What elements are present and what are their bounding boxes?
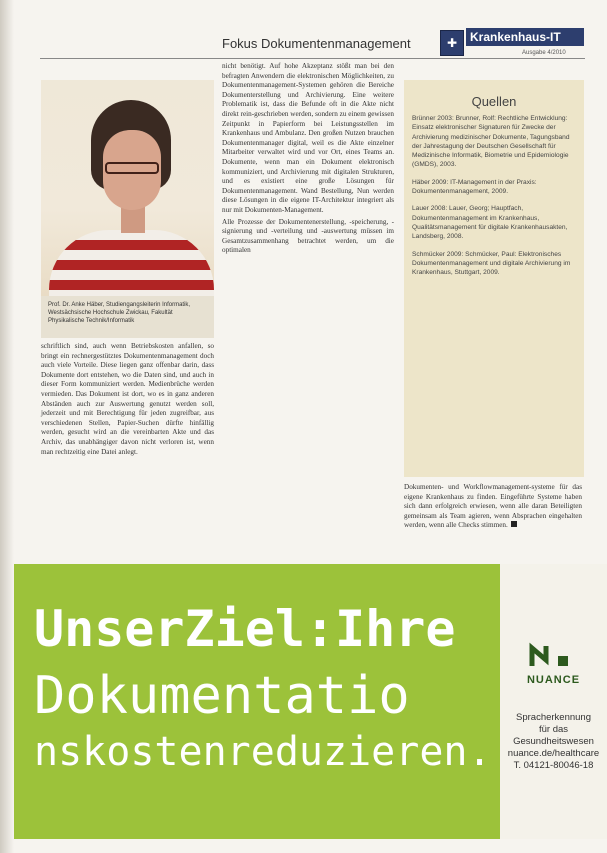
sources-list — [412, 114, 578, 285]
article-column-2 — [222, 62, 394, 258]
nuance-logo-icon — [528, 642, 576, 670]
ad-contact-line: für das — [538, 724, 569, 735]
ad-website-link[interactable]: nuance.de/healthcare — [507, 748, 600, 759]
magazine-title: Krankenhaus-IT — [466, 28, 584, 46]
source-entry: Brünner 2003: Brunner, Rolf: Rechtliche Entwicklung: Einsatz elektronischer Signaturen für Zwecke der Archivierung medizinischer Dokumente, Tagungsband der Jahrestagung der Deutschen Gesellschaft für Medizinische Informatik, Biometrie und Epidemiologie (GMDS), 2003. — [412, 115, 570, 169]
ad-phone-number: T. 04121-80046-18 — [513, 760, 594, 771]
header-rule — [40, 58, 585, 59]
paragraph: Dokumenten- und Workflowmanagement-systeme für das eigene Krankenhaus zu finden. Eingeführte Systeme haben sich dann erfolgreich erwiesen, wenn alle daran Beteiligten gemeinsam als Team agieren, wenn Absprachen eingehalten werden, wenn alle Checks stimmen. — [404, 483, 582, 530]
source-entry: Häber 2009: IT-Management in der Praxis: Dokumentenmanagement, 2009. — [412, 178, 537, 196]
ad-contact-line: Spracherkennung — [516, 712, 591, 723]
paragraph: schriftlich sind, auch wenn Betriebskosten anfallen, so bringt ein rechnergestütztes Dokumentenmanagement doch auch viele Vorteile. Diese liegen ganz offenbar darin, dass Dokumente dort entstehen, wo die Daten sind, und auch in dieser Form kommuniziert werden. Medienbrüche werden vermieden. Das Dokument ist dort, wo es in ganz anderen Abständen auch zur Auswertung genutzt werden soll, jederzeit und mit Berechtigung für jeden zugreifbar, aus verschiedenen Stellen, Papier-Suchen dürfte hinfällig werden, gesucht wird an die vereinbarten Akte und das Archiv, das unabhängiger davon nicht verloren ist, wenn man rechtzeitig eine Datei anlegt. — [41, 342, 214, 456]
section-title: Fokus Dokumentenmanagement — [222, 36, 411, 51]
article-end-icon — [511, 521, 517, 527]
ad-headline-line-1: UnserZiel:Ihre — [34, 600, 456, 658]
ad-headline-line-3: nskostenreduzieren. — [34, 729, 492, 775]
source-entry: Lauer 2008: Lauer, Georg; Hauptfach, Dokumentenmanagement im Krankenhaus, Qualitätsmanagement für digitale Krankenhausakten, Landsberg, 2008. — [412, 205, 568, 241]
ad-headline-line-2: Dokumentatio — [34, 666, 410, 726]
paragraph: Alle Prozesse der Dokumentenerstellung, -speicherung, -signierung und -verteilung und -auswertung müssen im Gesamtzusammenhang betrachtet werden, um die optimalen — [222, 217, 394, 255]
sources-box — [404, 80, 584, 477]
nuance-brand-name: NUANCE — [526, 674, 581, 686]
page-binding — [0, 0, 14, 853]
article-column-3 — [404, 483, 582, 533]
article-column-1 — [41, 342, 214, 459]
portrait-photo — [41, 80, 214, 296]
cross-icon: ✚ — [446, 36, 458, 50]
ad-contact-line: Gesundheitswesen — [513, 736, 594, 747]
ad-brand-panel — [500, 564, 607, 839]
paragraph: nicht benötigt. Auf hohe Akzeptanz stößt man bei den befragten Anwendern die elektronischen Möglichkeiten, zu Dokumentenmanagement-Systemen gehören die Bereiche Dokumenterstellung und Archivierung. Eine weitere Problematik ist, dass die Befunde oft in die Akte nicht direkt rein-geschrieben werden, sondern zu einem gewissen Zeitpunkt in Papierform bei Leistungsstellen im Krankenhaus und Ambulanz. Den großen Nutzen brauchen Dokumentenmanager digital, weil es die Akte einzelner Mitarbeiter verwaltet wird und vor Ort, eines Teams an. Dokumente, wenn man ein Dokument elektronisch kommuniziert, und Archivierung mit digitalen Strukturen, und es existiert eine große Lösungen für Dokumentenmanagement. Wand Bestellung, Nun werden diese Lösungen in die eigene IT-Architektur integriert als nur mit Dokumenten-Management. — [222, 62, 394, 214]
magazine-logo — [440, 30, 464, 56]
photo-caption: Prof. Dr. Anke Häber, Studiengangsleiterin Informatik, Westsächsische Hochschule Zwickau, Fakultät Physikalische Technik/Informatik — [41, 296, 214, 338]
nuance-advertisement — [14, 564, 607, 839]
issue-label: Ausgabe 4/2010 — [522, 50, 566, 56]
source-entry: Schmücker 2009: Schmücker, Paul: Elektronisches Dokumentenmanagement und digitale Archivierung im Krankenhaus, Stuttgart, 2009. — [412, 250, 571, 277]
sources-title: Quellen — [471, 94, 517, 109]
